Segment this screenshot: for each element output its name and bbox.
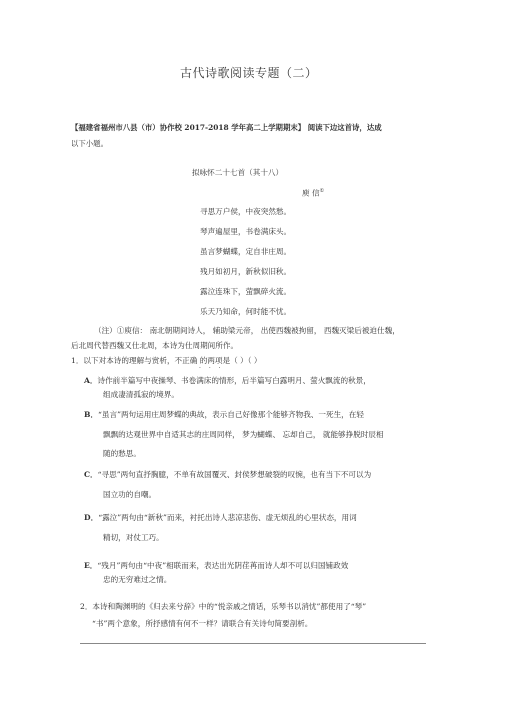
poem-line: 露泣连珠下，萤飘碎火流。 [200,287,292,296]
poem-line: 残月如初月，新秋似旧秋。 [200,267,292,276]
option-a-cont: 组成凄清孤寂的境界。 [103,390,179,399]
answer-line [80,643,426,644]
option-e [84,561,348,571]
option-d-cont: 精切，对仗工巧。 [103,533,164,542]
option-b [84,410,364,420]
poem-line: 琴声遍屋里，书卷满床头。 [200,227,292,236]
option-text: “残月”两句由“中夜”相联而来，表达出光阴荏苒而诗人却不可以归国铺政效 [97,561,349,570]
option-label: E． [84,561,98,570]
option-label: D． [84,513,99,522]
option-c [84,470,371,480]
option-text: “露泣”两句由“新秋”而来，衬托出诗人悲凉悲伤、虚无烦乱的心里状态，用词 [98,513,357,522]
option-label: A． [84,376,98,385]
poem-author-name: 庾 信 [302,188,320,198]
option-text: 诗作前半篇写中夜操琴、书卷满床的情形，后半篇写白露明月、萤火飘流的秋景， [97,376,371,385]
poem-line: 寻思万户侯，中夜突然愁。 [200,207,292,216]
question-1-stem: 1．以下对本诗的理解与赏析，不正确 的两项是（ ）（ ） [71,356,262,365]
option-text: “虽言”两句运用庄周梦蝶的典故，表示自己好像那个能够齐物我、一死生，在轻 [98,410,364,419]
option-label: B． [84,410,99,419]
author-note-marker: ① [319,188,325,194]
source-line-2: 以下小题。 [71,139,108,148]
question-2-line-2: “书”两个意象，所抒感情有何不一样？请联合有关诗句简要剖析。 [92,619,313,628]
source-line-1: 【福建省福州市八县（市）协作校 2017-2018 学年高二上学期期末】 阅读下边这首诗，达成 [71,123,382,132]
emphasis-dots: · · · [199,365,224,372]
option-text: “寻思”两句直抒胸臆，不单有故国覆灭、封侯梦想破裂的叹惋，也有当下不可以为 [97,470,372,479]
option-label: C． [84,470,98,479]
poem-author [302,186,324,199]
option-b-cont: 随的愁思。 [103,449,141,458]
option-b-cont: 飘飘的达观世界中自适其志的庄周同样， 梦为蝴蝶、 忘却自己， 就能够挣脱时辰相 [103,430,384,439]
option-c-cont: 国立功的自嘲。 [103,490,157,499]
page-title: 古代诗歌阅读专题（二） [180,66,318,80]
poem-title: 拟咏怀二十七首（其十八） [192,168,284,177]
option-d [84,513,357,523]
annotation-line-2: 后北周代替西魏又仕北周，本诗为仕周期间所作。 [71,341,239,350]
question-2-line-1: 2．本诗和陶渊明的《归去来兮辞》中的“悦亲戚之情话，乐琴书以消忧”都使用了“琴” [80,602,367,611]
option-e-cont: 忠的无穷难过之情。 [103,575,172,584]
poem-line: 乐天乃知命，何时能不忧。 [200,307,292,316]
annotation-line-1: （注）①庾信： 南北朝期间诗人， 辅助梁元帝， 出使西魏被拘留， 西魏灭梁后被迫仕魏， [94,326,400,335]
poem-line: 虽言梦蝴蝶，定自非庄周。 [200,247,292,256]
option-a [84,376,371,386]
